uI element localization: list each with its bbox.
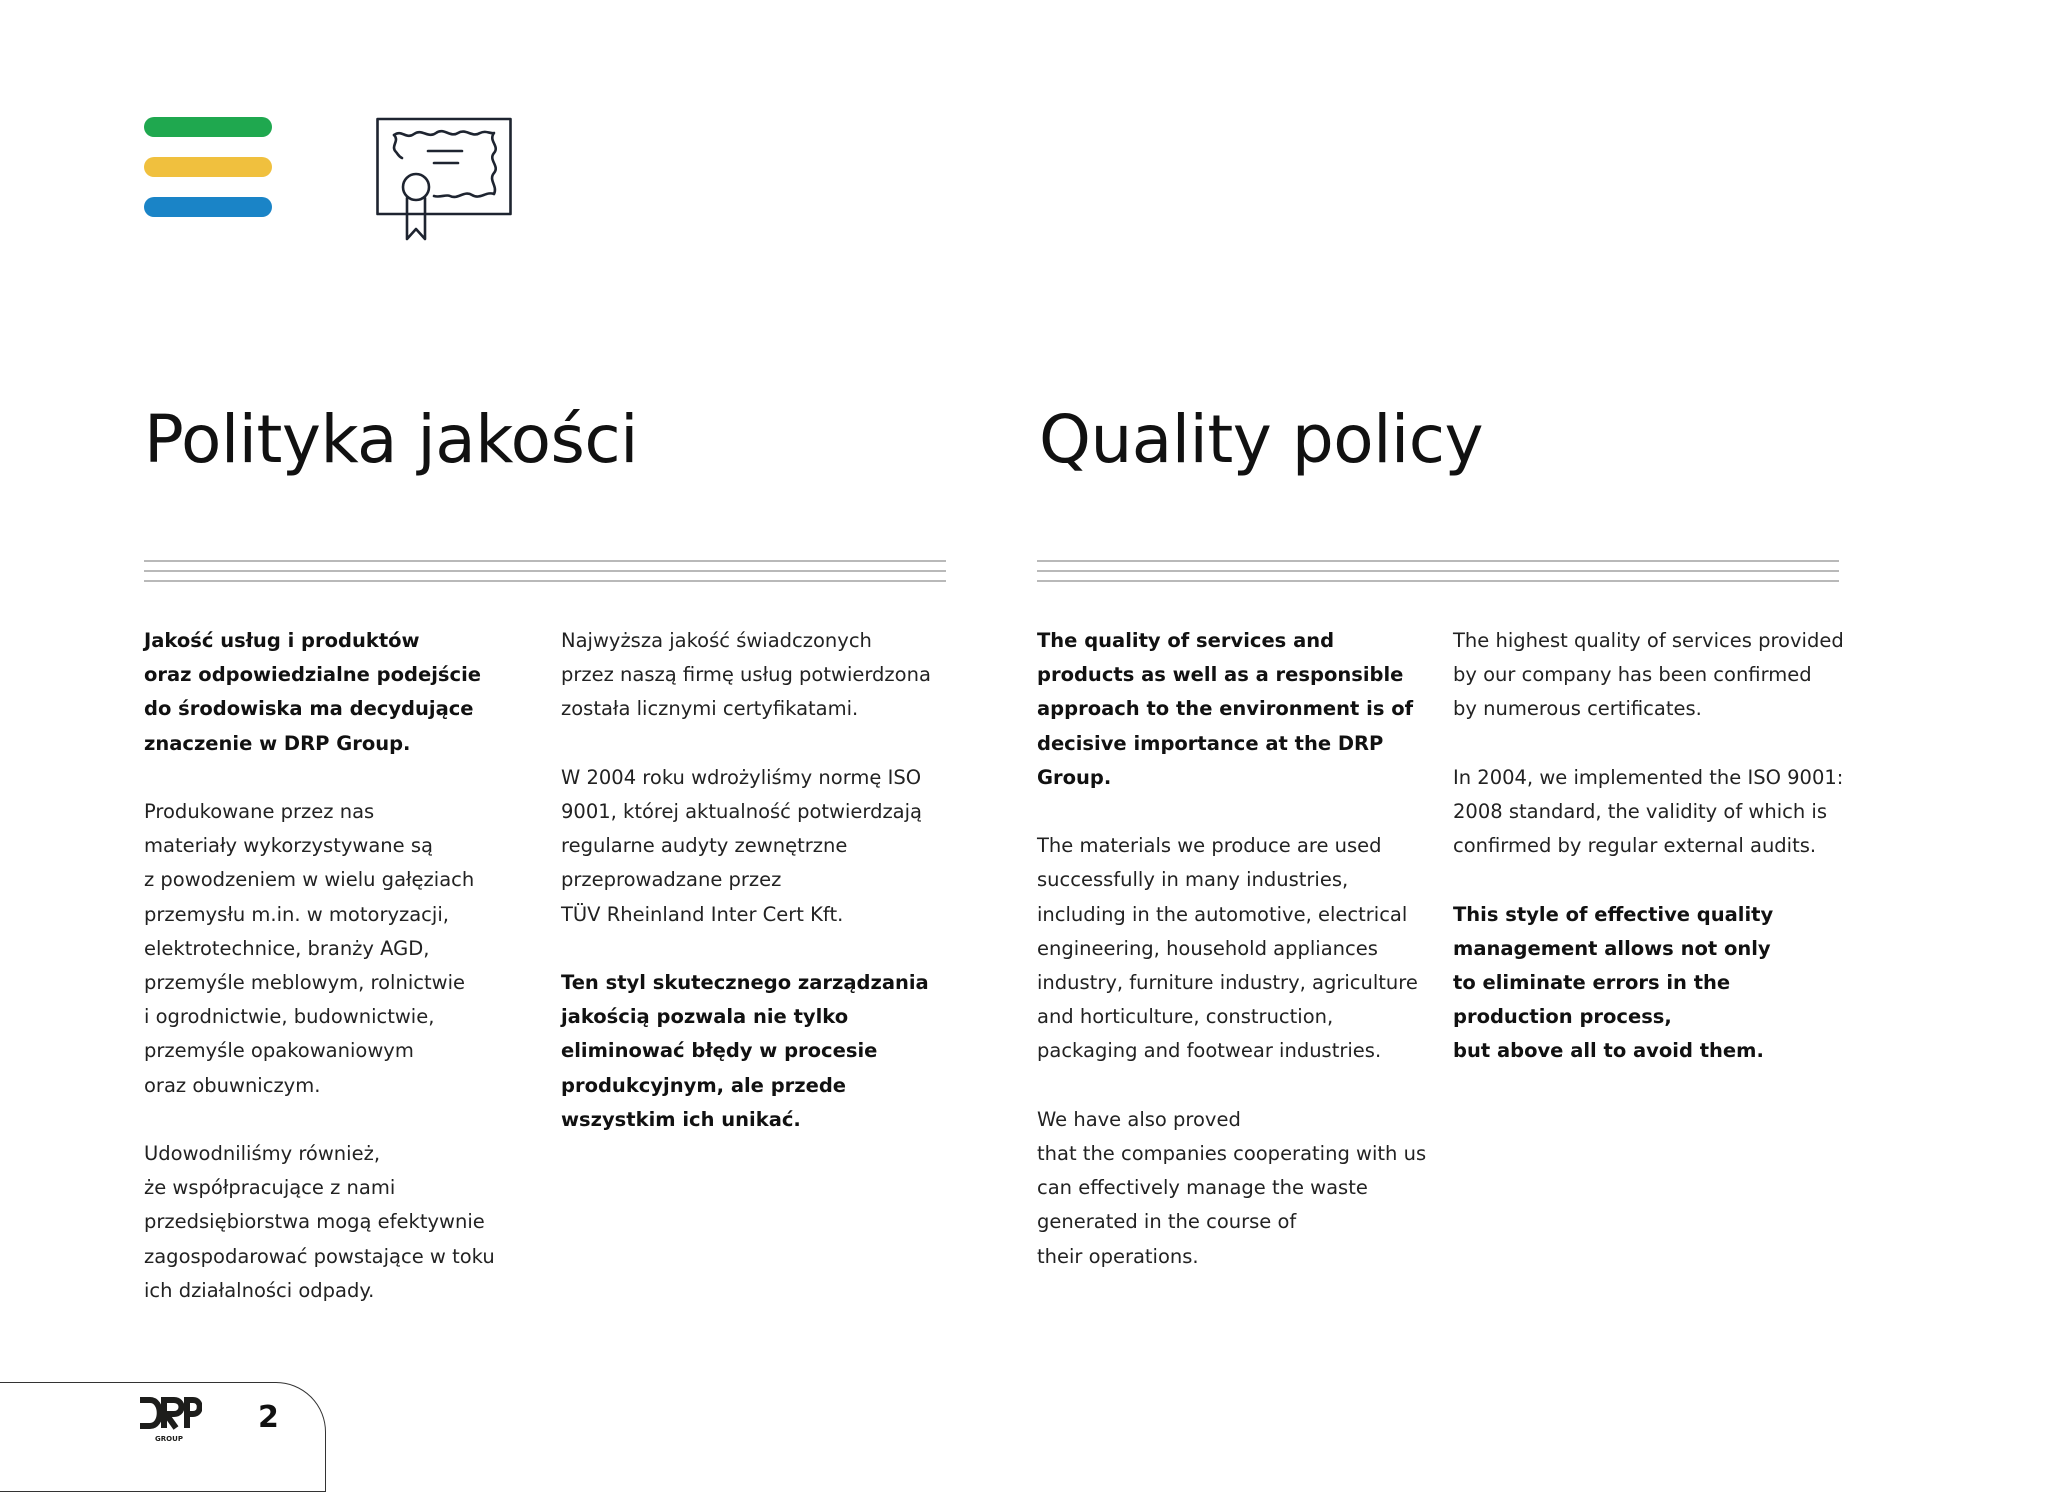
title-english: Quality policy	[1039, 401, 1484, 478]
paragraph: The materials we produce are used successfully in many industries, including in the automotive, electrical engineering, household appliances industry, furniture industry, agriculture and horticulture, construction, packaging and footwear industries.	[1037, 834, 1418, 1063]
paragraph: Najwyższa jakość świadczonych przez naszą firmę usług potwierdzona została licznymi certyfikatami.	[561, 629, 931, 721]
brand-stripes	[144, 117, 272, 237]
paragraph: Ten styl skutecznego zarządzania jakością pozwala nie tylko eliminować błędy w procesie produkcyjnym, ale przede wszystkim ich unikać.	[561, 971, 929, 1131]
polish-column-2	[561, 624, 961, 1171]
title-polish: Polityka jakości	[144, 401, 638, 478]
paragraph: The highest quality of services provided by our company has been confirmed by numerous certificates.	[1453, 629, 1844, 721]
english-column-1	[1037, 624, 1437, 1308]
paragraph: Jakość usług i produktów oraz odpowiedzialne podejście do środowiska ma decydujące znaczenie w DRP Group.	[144, 629, 481, 755]
paragraph: Udowodniliśmy również, że współpracujące z nami przedsiębiorstwa mogą efektywnie zagospodarować powstające w toku ich działalności odpady.	[144, 1142, 495, 1302]
paragraph: Produkowane przez nas materiały wykorzystywane są z powodzeniem w wielu gałęziach przemysłu m.in. w motoryzacji, elektrotechnice, branży AGD, przemyśle meblowym, rolnictwie i ogrodnictwie, budownictwie, przemyśle opakowaniowym oraz obuwniczym.	[144, 800, 475, 1097]
paragraph: This style of effective quality management allows not only to eliminate errors in the production process, but above all to avoid them.	[1453, 902, 1774, 1063]
certificate-icon	[376, 116, 513, 242]
paragraph: In 2004, we implemented the ISO 9001: 2008 standard, the validity of which is confirmed by regular external audits.	[1453, 765, 1844, 858]
english-column-2	[1453, 624, 1873, 1103]
stripe-green	[144, 117, 272, 137]
polish-column-1	[144, 624, 544, 1342]
divider-right	[1037, 560, 1839, 582]
stripe-yellow	[144, 157, 272, 177]
page-number: 2	[258, 1400, 279, 1435]
stripe-blue	[144, 197, 272, 217]
drp-logo	[136, 1396, 202, 1444]
paragraph: We have also proved that the companies cooperating with us can effectively manage the waste generated in the course of their operations.	[1037, 1107, 1427, 1268]
divider-left	[144, 560, 946, 582]
paragraph: The quality of services and products as well as a responsible approach to the environment is of decisive importance at the DRP Group.	[1037, 629, 1414, 789]
logo-subtext: GROUP	[155, 1435, 183, 1443]
paragraph: W 2004 roku wdrożyliśmy normę ISO 9001, której aktualność potwierdzają regularne audyty zewnętrzne przeprowadzane przez TÜV Rheinland Inter Cert Kft.	[561, 765, 922, 926]
